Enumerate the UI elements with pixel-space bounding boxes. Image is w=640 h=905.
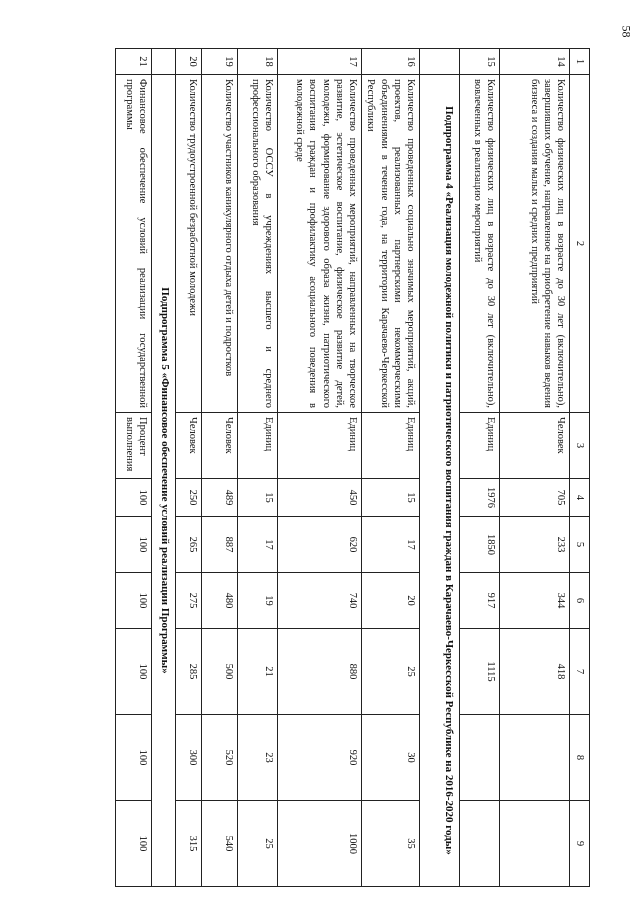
row-value: 489	[201, 479, 237, 517]
row-value: 285	[175, 629, 201, 715]
indicators-table	[115, 48, 590, 887]
row-value: 620	[277, 517, 361, 573]
row-value: 265	[175, 517, 201, 573]
row-value: 100	[115, 801, 151, 887]
table-row	[115, 49, 151, 887]
table-row	[277, 49, 361, 887]
row-value: 1850	[459, 517, 499, 573]
row-value: 1000	[277, 801, 361, 887]
col-header: 3	[569, 413, 589, 479]
rotated-page	[62, 48, 590, 886]
row-description: Количество проведенных социально значимых мероприятий, акций, проектов, реализованных партнерскими некоммерческими объединениями в течение года, на территории Карачаево-Черкесской Республики	[361, 75, 419, 413]
table-row	[237, 49, 277, 887]
row-value: 418	[499, 629, 569, 715]
row-value: 25	[361, 629, 419, 715]
row-number: 14	[499, 49, 569, 75]
row-value: 20	[361, 573, 419, 629]
row-value: 250	[175, 479, 201, 517]
col-header: 5	[569, 517, 589, 573]
row-description: Финансовое обеспечение условий реализации государственной программы	[115, 75, 151, 413]
row-value: 1115	[459, 629, 499, 715]
row-value: 920	[277, 715, 361, 801]
row-value: 740	[277, 573, 361, 629]
row-value: 19	[237, 573, 277, 629]
row-value: 100	[115, 573, 151, 629]
table-row	[201, 49, 237, 887]
section-row	[151, 49, 175, 887]
row-value: 17	[237, 517, 277, 573]
row-value: 887	[201, 517, 237, 573]
row-value: 35	[361, 801, 419, 887]
row-value: 15	[237, 479, 277, 517]
row-value: 300	[175, 715, 201, 801]
section-title: Подпрограмма 5 «Финансовое обеспечение условий реализации Программы»	[151, 75, 175, 887]
row-value	[499, 801, 569, 887]
row-value: 21	[237, 629, 277, 715]
row-value: 17	[361, 517, 419, 573]
table-row	[175, 49, 201, 887]
col-header: 7	[569, 629, 589, 715]
row-description: Количество проведенных мероприятий, направленных на творческое развитие, эстетическое воспитание, физическое развитие детей, молодежи, формирование здорового образа жизни, патриотического воспитания граждан и профилактику асоциального поведения в молодежной среде	[277, 75, 361, 413]
row-description: Количество трудоустроенной безработной молодежи	[175, 75, 201, 413]
row-value: 705	[499, 479, 569, 517]
row-value: 100	[115, 629, 151, 715]
table-row	[459, 49, 499, 887]
row-value: 480	[201, 573, 237, 629]
col-header: 1	[569, 49, 589, 75]
table-row	[361, 49, 419, 887]
row-value: 30	[361, 715, 419, 801]
col-header: 9	[569, 801, 589, 887]
row-value: 100	[115, 715, 151, 801]
row-description: Количество ОССУ в учреждениях высшего и среднего профессионального образования	[237, 75, 277, 413]
row-value	[459, 715, 499, 801]
row-value: 917	[459, 573, 499, 629]
row-number: 17	[277, 49, 361, 75]
row-value	[459, 801, 499, 887]
row-number: 21	[115, 49, 151, 75]
col-header: 8	[569, 715, 589, 801]
row-value: 1976	[459, 479, 499, 517]
row-value: 344	[499, 573, 569, 629]
row-value: 450	[277, 479, 361, 517]
row-unit: Единиц	[237, 413, 277, 479]
section-row	[419, 49, 459, 887]
row-number: 16	[361, 49, 419, 75]
row-value: 315	[175, 801, 201, 887]
row-description: Количество физических лиц в возрасте до 30 лет (включительно), завершивших обучение, направленное на приобретение навыков ведения бизнеса и создания малых и средних предприятий	[499, 75, 569, 413]
row-unit: Человек	[175, 413, 201, 479]
col-header: 6	[569, 573, 589, 629]
row-number: 18	[237, 49, 277, 75]
row-value: 100	[115, 479, 151, 517]
col-header: 2	[569, 75, 589, 413]
row-value: 500	[201, 629, 237, 715]
row-description: Количество участников каникулярного отдыха детей и подростков	[201, 75, 237, 413]
col-header: 4	[569, 479, 589, 517]
row-value: 880	[277, 629, 361, 715]
page-number: 58	[619, 25, 634, 38]
row-value	[499, 715, 569, 801]
row-unit: Единиц	[361, 413, 419, 479]
row-unit: Человек	[499, 413, 569, 479]
row-value: 275	[175, 573, 201, 629]
row-description: Количество физических лиц в возрасте до 30 лет (включительно), вовлеченных в реализацию мероприятий	[459, 75, 499, 413]
row-unit: Человек	[201, 413, 237, 479]
row-unit: Единиц	[459, 413, 499, 479]
header-row	[569, 49, 589, 887]
row-number: 15	[459, 49, 499, 75]
row-value: 540	[201, 801, 237, 887]
row-number: 20	[175, 49, 201, 75]
table-row	[499, 49, 569, 887]
row-number: 19	[201, 49, 237, 75]
row-value: 15	[361, 479, 419, 517]
section-title: Подпрограмма 4 «Реализация молодежной политики и патриотического воспитания граждан в Карачаево-Черкесской Республике на 2016-2020 годы»	[419, 75, 459, 887]
row-value: 23	[237, 715, 277, 801]
row-value: 520	[201, 715, 237, 801]
row-value: 25	[237, 801, 277, 887]
row-unit: Единиц	[277, 413, 361, 479]
row-value: 100	[115, 517, 151, 573]
row-value: 233	[499, 517, 569, 573]
row-unit: Процент выполнения	[115, 413, 151, 479]
